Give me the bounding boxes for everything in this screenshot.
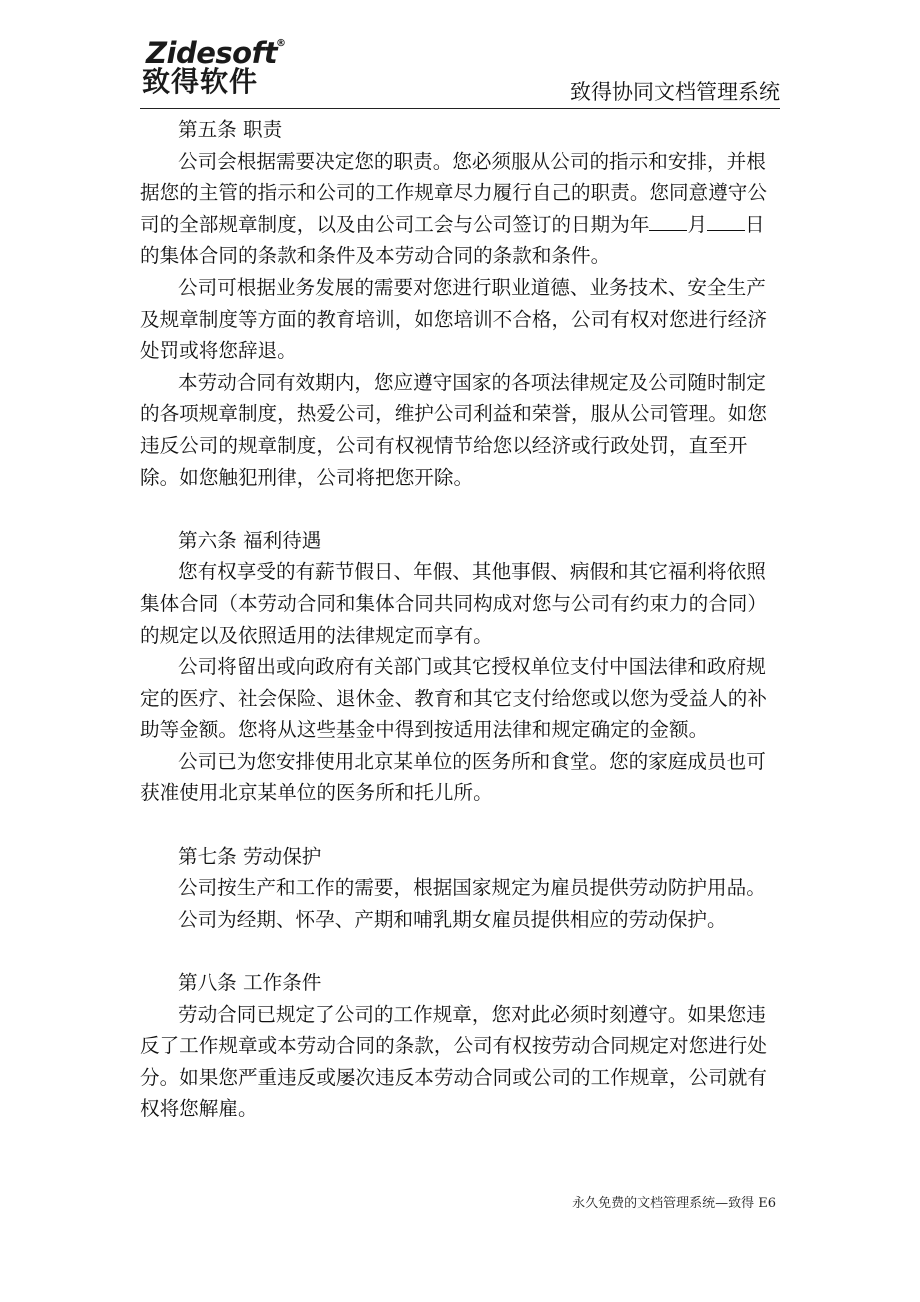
registered-mark: ®: [276, 38, 286, 49]
article-7-heading: 第七条 劳动保护: [178, 844, 322, 868]
article-5-p1-tail: 日的集体合同的条款和条件及本劳动合同的条款和条件。: [140, 212, 765, 268]
article-8-paragraph-1: 劳动合同已规定了公司的工作规章，您对此必须时刻遵守。如果您违反了工作规章或本劳动合同的条款，公司有权按劳动合同规定对您进行处分。如果您严重违反或屡次违反本劳动合同或公司的工作规章，公司就有权将您解雇。: [140, 1002, 767, 1121]
system-title: 致得协同文档管理系统: [570, 80, 780, 104]
company-logo: [140, 36, 300, 100]
article-5-paragraph-1: [140, 146, 784, 272]
article-7-paragraph-1: 公司按生产和工作的需要，根据国家规定为雇员提供劳动防护用品。: [178, 876, 766, 900]
section-spacer: [140, 935, 784, 967]
day-blank: [707, 210, 745, 231]
article-5-heading: 第五条 职责: [178, 118, 283, 141]
article-8-heading: 第八条 工作条件: [178, 971, 322, 995]
article-5-paragraph-3: 本劳动合同有效期内，您应遵守国家的各项法律规定及公司随时制定的各项规章制度，热爱公司，维护公司利益和荣誉，服从公司管理。如您违反公司的规章制度，公司有权视情节给您以经济或行政处罚，直至开除。如您触犯刑律，公司将把您开除。: [140, 370, 767, 489]
article-6-paragraph-3: 公司已为您安排使用北京某单位的医务所和食堂。您的家庭成员也可获准使用北京某单位的医务所和托儿所。: [140, 749, 766, 805]
page-footer: 永久免费的文档管理系统—致得 E6: [572, 1196, 776, 1211]
document-body: [140, 114, 784, 1125]
logo-chinese-name: 致得软件: [142, 65, 259, 98]
section-spacer: [140, 809, 784, 841]
month-blank: [649, 210, 687, 231]
article-5-paragraph-2: 公司可根据业务发展的需要对您进行职业道德、业务技术、安全生产及规章制度等方面的教育培训，如您培训不合格，公司有权对您进行经济处罚或将您辞退。: [140, 275, 767, 363]
article-5-p1-text: 公司会根据需要决定您的职责。您必须服从公司的指示和安排，并根据您的主管的指示和公司的工作规章尽力履行自己的职责。您同意遵守公司的全部规章制度，以及由公司工会与公司签订的日期为: [140, 149, 767, 236]
article-5-year-label: 年: [629, 212, 650, 236]
article-6-paragraph-2: 公司将留出或向政府有关部门或其它授权单位支付中国法律和政府规定的医疗、社会保险、退休金、教育和其它支付给您或以您为受益人的补助等金额。您将从这些基金中得到按适用法律和规定确定的金额。: [140, 655, 767, 742]
header-divider: [140, 108, 780, 109]
article-6-heading: 第六条 福利待遇: [178, 528, 322, 552]
section-spacer: [140, 493, 784, 525]
article-5-month-label: 月: [687, 212, 708, 236]
article-7-paragraph-2: 公司为经期、怀孕、产期和哺乳期女雇员提供相应的劳动保护。: [178, 907, 727, 931]
logo-english-name: Zidesoft: [146, 36, 278, 70]
article-6-paragraph-1: 您有权享受的有薪节假日、年假、其他事假、病假和其它福利将依照集体合同（本劳动合同和集体合同共同构成对您与公司有约束力的合同）的规定以及依照适用的法律规定而享有。: [140, 560, 767, 647]
